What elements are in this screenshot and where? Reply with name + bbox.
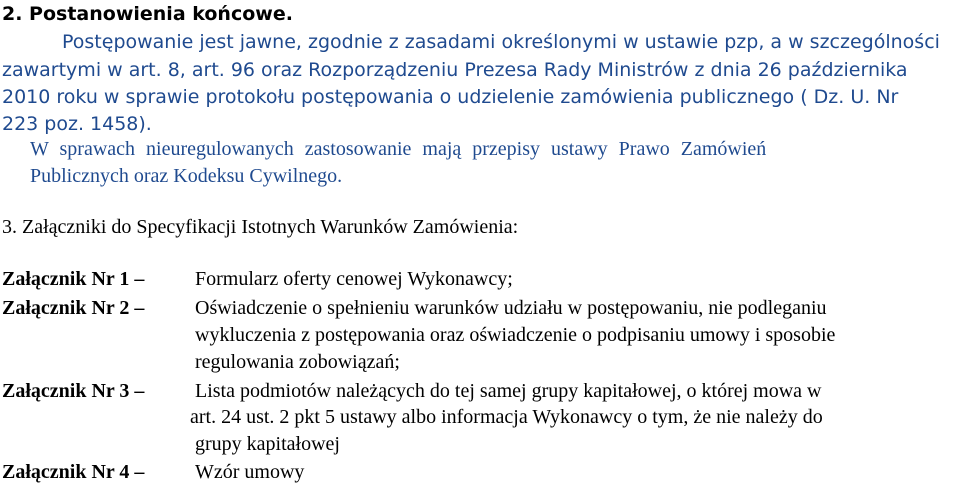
attachment-description: grupy kapitałowej xyxy=(195,433,340,455)
attachment-description: art. 24 ust. 2 pkt 5 ustawy albo informacja Wykonawcy o tym, że nie należy do xyxy=(190,406,823,428)
paragraph-line: Publicznych oraz Kodeksu Cywilnego. xyxy=(30,165,343,187)
attachment-description: Formularz oferty cenowej Wykonawcy; xyxy=(195,268,513,290)
section-2-heading: 2. Postanowienia końcowe. xyxy=(2,3,293,25)
attachment-label: Załącznik Nr 1 – xyxy=(2,268,145,290)
attachment-description: Wzór umowy xyxy=(195,461,305,483)
section-3-heading: 3. Załączniki do Specyfikacji Istotnych Warunków Zamówienia: xyxy=(2,216,519,238)
attachment-label: Załącznik Nr 4 – xyxy=(2,461,145,483)
paragraph-line: Postępowanie jest jawne, zgodnie z zasadami określonymi w ustawie pzp, a w szczególności xyxy=(62,31,940,53)
attachment-description: regulowania zobowiązań; xyxy=(195,351,400,373)
attachment-label: Załącznik Nr 2 – xyxy=(2,297,145,319)
attachment-description: Lista podmiotów należących do tej samej grupy kapitałowej, o której mowa w xyxy=(195,380,822,402)
attachment-label: Załącznik Nr 3 – xyxy=(2,380,145,402)
paragraph-line: zawartymi w art. 8, art. 96 oraz Rozporządzeniu Prezesa Rady Ministrów z dnia 26 października xyxy=(2,59,908,81)
attachment-description: Oświadczenie o spełnieniu warunków udziału w postępowaniu, nie podleganiu xyxy=(195,297,827,319)
attachment-description: wykluczenia z postępowania oraz oświadczenie o podpisaniu umowy i sposobie xyxy=(195,324,836,346)
paragraph-line: W sprawach nieuregulowanych zastosowanie mają przepisy ustawy Prawo Zamówień xyxy=(30,138,767,160)
paragraph-line: 2010 roku w sprawie protokołu postępowania o udzielenie zamówienia publicznego ( Dz. U. Nr xyxy=(2,86,899,108)
paragraph-line: 223 poz. 1458). xyxy=(2,113,152,135)
